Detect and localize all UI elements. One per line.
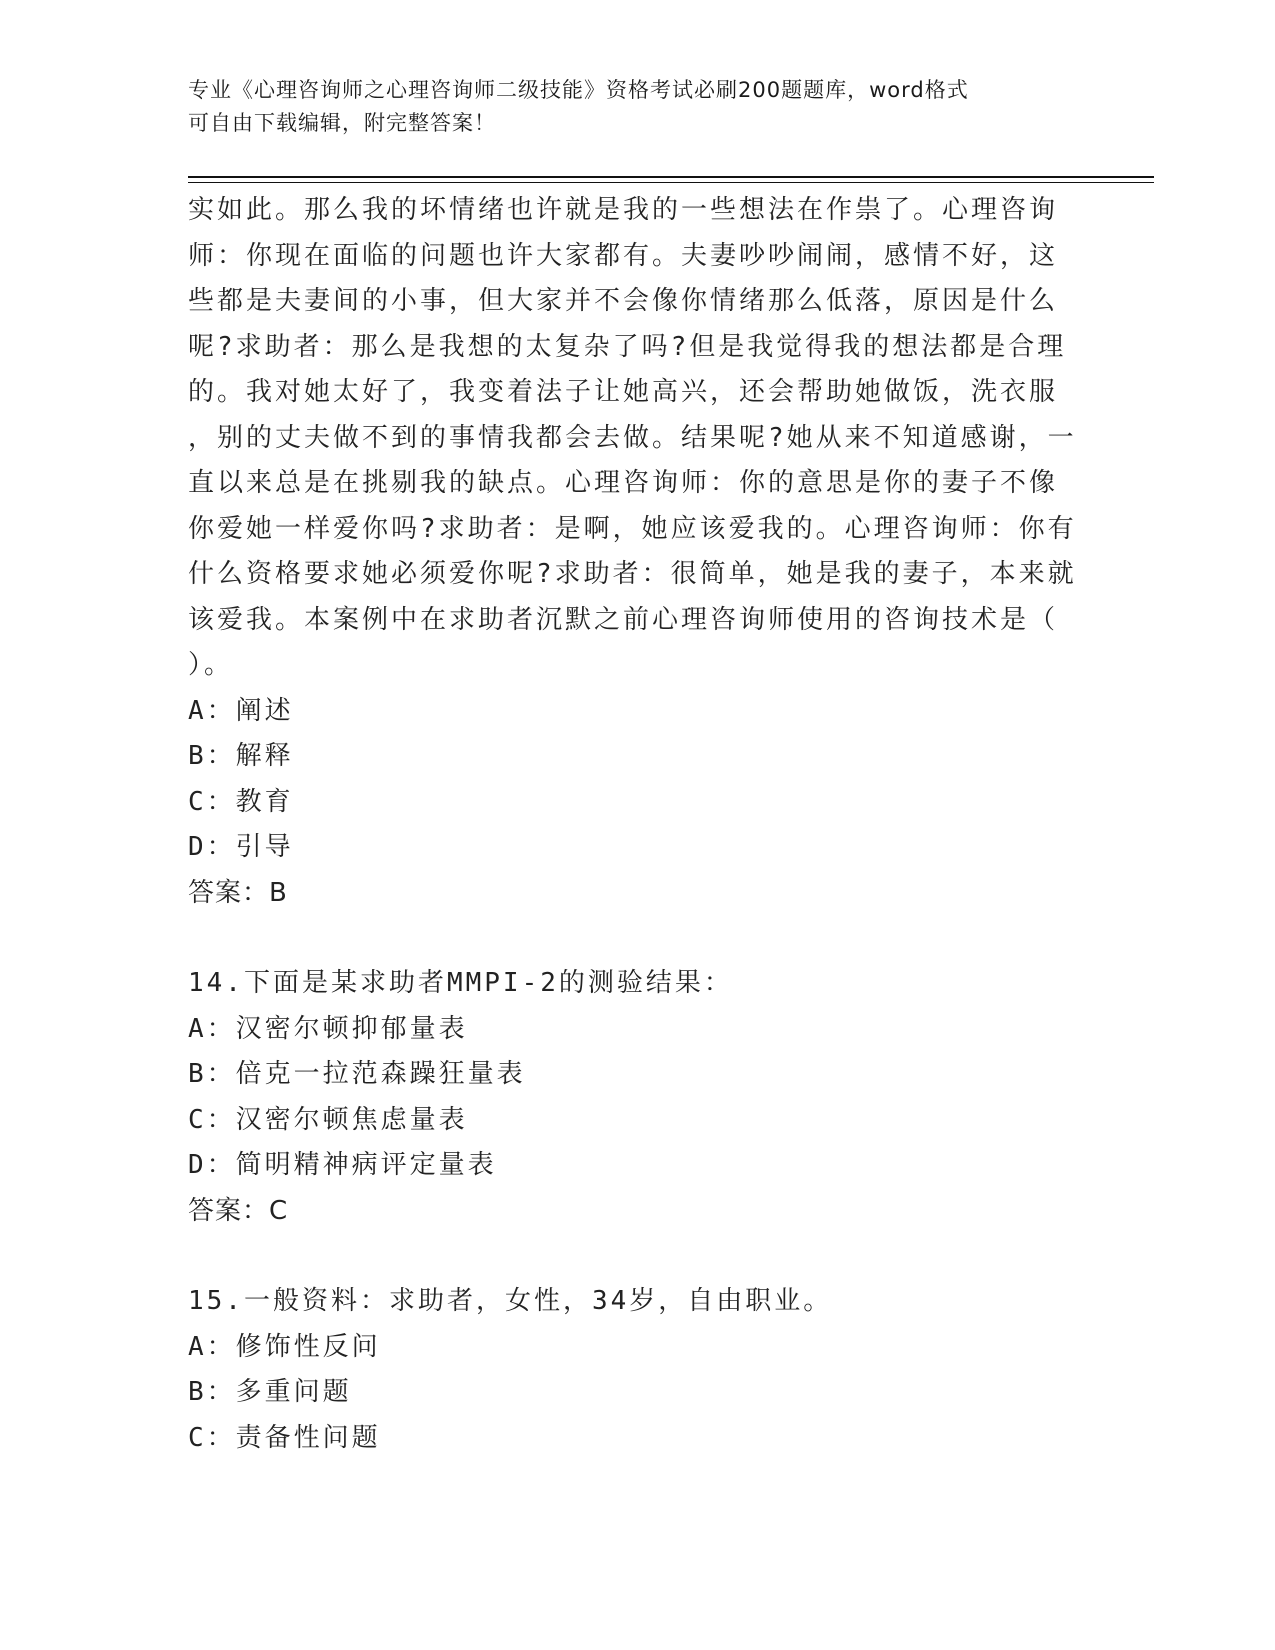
answer-line: 答案：C: [188, 1195, 289, 1226]
header-title-line-2: 可自由下载编辑，附完整答案！: [188, 111, 496, 135]
question-14: [188, 961, 1088, 1234]
question-13: [188, 188, 1088, 916]
question-text-line: 直以来总是在挑剔我的缺点。心理咨询师：你的意思是你的妻子不像: [188, 468, 1059, 498]
spacer: [188, 916, 1088, 961]
question-text-line: 你爱她一样爱你吗?求助者：是啊，她应该爱我的。心理咨询师：你有: [188, 513, 1077, 544]
answer-line: 答案：B: [188, 877, 288, 908]
option-a: A：阐述: [188, 695, 294, 726]
option-c: C：教育: [188, 786, 294, 817]
option-d: D：引导: [188, 832, 294, 862]
option-b: B：解释: [188, 741, 294, 771]
question-text-line: 呢?求助者：那么是我想的太复杂了吗?但是我觉得我的想法都是合理: [188, 331, 1067, 362]
option-a: A：汉密尔顿抑郁量表: [188, 1013, 468, 1044]
option-d: D：简明精神病评定量表: [188, 1150, 497, 1180]
question-15: [188, 1279, 1088, 1461]
document-body: [188, 188, 1088, 1461]
option-c: C：汉密尔顿焦虑量表: [188, 1104, 468, 1135]
option-a: A：修饰性反问: [188, 1331, 381, 1362]
spacer: [188, 1234, 1088, 1279]
question-title: 15.一般资料：求助者，女性，34岁，自由职业。: [188, 1286, 833, 1316]
question-text-line: ，别的丈夫做不到的事情我都会去做。结果呢?她从来不知道感谢，一: [188, 422, 1077, 453]
question-text-line: 该爱我。本案例中在求助者沉默之前心理咨询师使用的咨询技术是（: [188, 604, 1059, 635]
question-text-line: ）。: [188, 650, 234, 680]
header-title-line-1: 专业《心理咨询师之心理咨询师二级技能》资格考试必刷200题题库，word格式: [188, 78, 969, 102]
option-b: B：倍克一拉范森躁狂量表: [188, 1059, 526, 1089]
question-text-line: 师：你现在面临的问题也许大家都有。夫妻吵吵闹闹，感情不好，这: [188, 240, 1059, 271]
option-c: C：责备性问题: [188, 1422, 381, 1453]
header-divider-thin: [188, 182, 1154, 183]
question-title: 14.下面是某求助者MMPI-2的测验结果：: [188, 968, 733, 998]
question-text-line: 的。我对她太好了，我变着法子让她高兴，还会帮助她做饭，洗衣服: [188, 377, 1059, 407]
document-header: [188, 74, 1088, 140]
question-text-line: 实如此。那么我的坏情绪也许就是我的一些想法在作祟了。心理咨询: [188, 195, 1059, 225]
option-b: B：多重问题: [188, 1377, 352, 1407]
question-text-line: 些都是夫妻间的小事，但大家并不会像你情绪那么低落，原因是什么: [188, 286, 1059, 316]
header-divider-thick: [188, 176, 1154, 178]
question-text-line: 什么资格要求她必须爱你呢?求助者：很简单，她是我的妻子，本来就: [188, 559, 1077, 589]
